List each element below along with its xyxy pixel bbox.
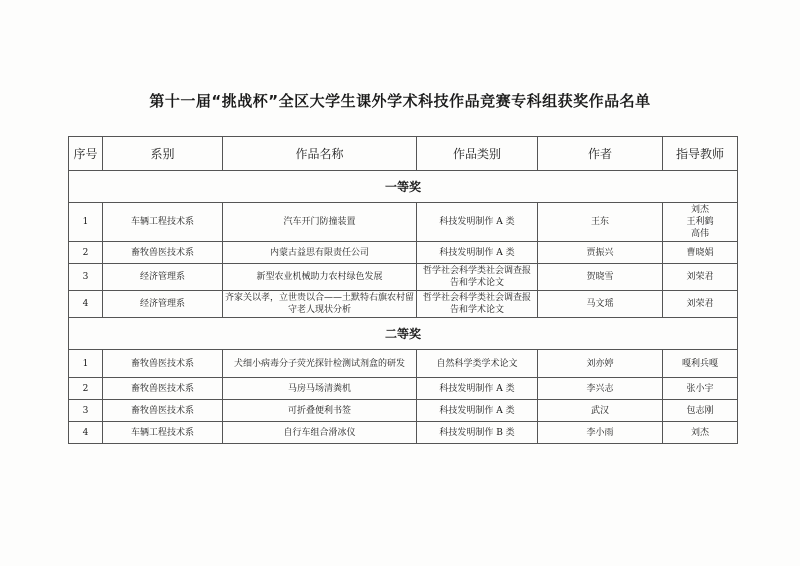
cell-advisor: 刘荣君 <box>663 264 738 291</box>
cell-department: 畜牧兽医技术系 <box>103 378 223 400</box>
cell-category: 哲学社会科学类社会调查报告和学术论文 <box>417 264 538 291</box>
cell-seq: 1 <box>69 203 103 242</box>
cell-work-name: 犬细小病毒分子荧光探针检测试剂盒的研发 <box>223 350 417 378</box>
header-work-name: 作品名称 <box>223 137 417 171</box>
header-category: 作品类别 <box>417 137 538 171</box>
cell-seq: 1 <box>69 350 103 378</box>
cell-author: 李小雨 <box>538 422 663 444</box>
cell-work-name: 马房马场清粪机 <box>223 378 417 400</box>
header-advisor: 指导教师 <box>663 137 738 171</box>
cell-department: 经济管理系 <box>103 291 223 318</box>
header-row <box>69 137 738 171</box>
header-department: 系别 <box>103 137 223 171</box>
cell-seq: 3 <box>69 400 103 422</box>
cell-category: 哲学社会科学类社会调查报告和学术论文 <box>417 291 538 318</box>
cell-seq: 4 <box>69 422 103 444</box>
cell-department: 车辆工程技术系 <box>103 422 223 444</box>
cell-author: 武汉 <box>538 400 663 422</box>
cell-seq: 2 <box>69 242 103 264</box>
cell-author: 刘亦婷 <box>538 350 663 378</box>
cell-author: 贺晓雪 <box>538 264 663 291</box>
advisor-name: 高伟 <box>690 229 709 239</box>
cell-category: 科技发明制作 A 类 <box>417 203 538 242</box>
page-title: 第十一届“挑战杯”全区大学生课外学术科技作品竞赛专科组获奖作品名单 <box>149 92 651 110</box>
cell-seq: 3 <box>69 264 103 291</box>
table-row <box>69 378 738 400</box>
cell-department: 车辆工程技术系 <box>103 203 223 242</box>
cell-advisor: 刘杰 <box>663 422 738 444</box>
cell-advisor: 曹晓娟 <box>663 242 738 264</box>
cell-seq: 4 <box>69 291 103 318</box>
header-seq: 序号 <box>69 137 103 171</box>
cell-seq: 2 <box>69 378 103 400</box>
table-row <box>69 350 738 378</box>
cell-work-name: 自行车组合滑冰仪 <box>223 422 417 444</box>
table-row <box>69 203 738 242</box>
cell-work-name: 齐家关以孝，立世贵以合——土默特右旗农村留守老人现状分析 <box>223 291 417 318</box>
table-row <box>69 400 738 422</box>
cell-category: 科技发明制作 A 类 <box>417 242 538 264</box>
cell-advisor: 嘎利兵嘎 <box>663 350 738 378</box>
section-row-second-prize <box>69 318 738 350</box>
cell-department: 畜牧兽医技术系 <box>103 350 223 378</box>
cell-category: 科技发明制作 A 类 <box>417 378 538 400</box>
cell-category: 科技发明制作 A 类 <box>417 400 538 422</box>
table-row <box>69 291 738 318</box>
cell-author: 马文瑶 <box>538 291 663 318</box>
cell-author: 贾振兴 <box>538 242 663 264</box>
cell-work-name: 汽车开门防撞装置 <box>223 203 417 242</box>
cell-category: 自然科学类学术论文 <box>417 350 538 378</box>
cell-work-name: 内蒙古益思有限责任公司 <box>223 242 417 264</box>
cell-department: 经济管理系 <box>103 264 223 291</box>
table-row <box>69 242 738 264</box>
cell-advisor <box>663 203 738 242</box>
awards-table <box>68 136 738 444</box>
cell-category: 科技发明制作 B 类 <box>417 422 538 444</box>
advisor-name: 王利鹤 <box>686 217 714 227</box>
cell-work-name: 可折叠便利书签 <box>223 400 417 422</box>
section-label: 一等奖 <box>69 171 738 203</box>
advisor-name: 刘杰 <box>690 205 709 215</box>
cell-advisor: 刘荣君 <box>663 291 738 318</box>
header-author: 作者 <box>538 137 663 171</box>
cell-advisor: 包志刚 <box>663 400 738 422</box>
cell-department: 畜牧兽医技术系 <box>103 400 223 422</box>
cell-department: 畜牧兽医技术系 <box>103 242 223 264</box>
cell-author: 王东 <box>538 203 663 242</box>
cell-author: 李兴志 <box>538 378 663 400</box>
section-label: 二等奖 <box>69 318 738 350</box>
table-row <box>69 264 738 291</box>
table-row <box>69 422 738 444</box>
cell-advisor: 张小宇 <box>663 378 738 400</box>
section-row-first-prize <box>69 171 738 203</box>
cell-work-name: 新型农业机械助力农村绿色发展 <box>223 264 417 291</box>
